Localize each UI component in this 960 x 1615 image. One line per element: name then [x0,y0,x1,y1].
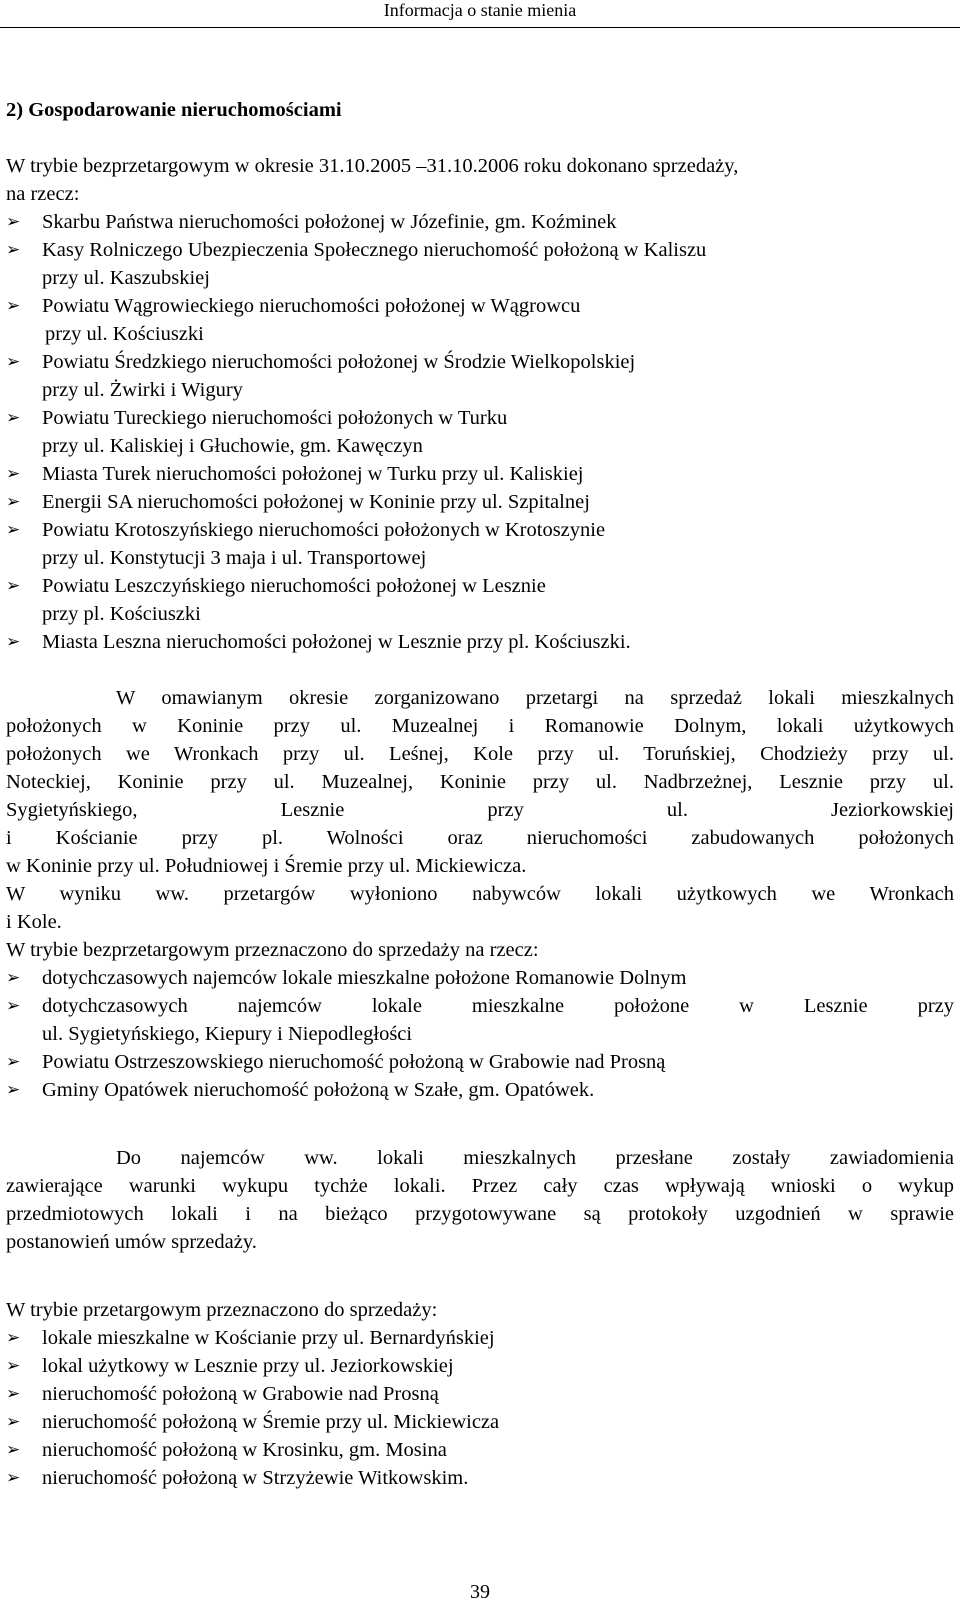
list-item-continuation: przy pl. Kościuszki [42,603,201,625]
list-item: ➢ Kasy Rolniczego Ubezpieczenia Społecznego nieruchomość położoną w Kaliszu [6,236,954,264]
list-item: ➢ Powiatu Krotoszyńskiego nieruchomości położonych w Krotoszynie [6,516,954,544]
paragraph-line: Noteckiej, Koninie przy ul. Muzealnej, Koninie przy ul. Nadbrzeżnej, Lesznie przy ul. [6,771,954,793]
intro-line: W trybie bezprzetargowym w okresie 31.10.2005 –31.10.2006 roku dokonano sprzedaży, [6,155,739,177]
list-item-continuation: przy ul. Kaliskiej i Głuchowie, gm. Kawęczyn [42,435,423,457]
tender-list [6,1324,954,1492]
paragraph-line: Do najemców ww. lokali mieszkalnych przesłane zostały zawiadomienia [116,1147,954,1169]
arrow-bullet-icon: ➢ [6,520,21,540]
section-heading: 2) Gospodarowanie nieruchomościami [6,99,342,121]
paragraph-result [6,880,954,936]
list-item: ➢ nieruchomość położoną w Grabowie nad Prosną [6,1380,954,1408]
list-item: ➢ Powiatu Ostrzeszowskiego nieruchomość położoną w Grabowie nad Prosną [6,1048,954,1076]
arrow-bullet-icon: ➢ [6,996,21,1016]
arrow-bullet-icon: ➢ [6,408,21,428]
paragraph-line: w Koninie przy ul. Południowej i Śremie przy ul. Mickiewicza. [6,855,527,877]
list-item: ➢ Powiatu Wągrowieckiego nieruchomości położonej w Wągrowcu [6,292,954,320]
paragraph-tenants [6,1144,954,1256]
arrow-bullet-icon: ➢ [6,632,21,652]
arrow-bullet-icon: ➢ [6,1384,21,1404]
arrow-bullet-icon: ➢ [6,212,21,232]
intro-line: na rzecz: [6,183,80,205]
arrow-bullet-icon: ➢ [6,968,21,988]
list-item-continuation: przy ul. Konstytucji 3 maja i ul. Transportowej [42,547,427,569]
document-body [6,96,954,1492]
list-item: ➢ nieruchomość położoną w Śremie przy ul. Mickiewicza [6,1408,954,1436]
list-item: ➢ nieruchomość położoną w Strzyżewie Witkowskim. [6,1464,954,1492]
sales-list [6,208,954,656]
intro-line: W trybie przetargowym przeznaczono do sprzedaży: [6,1299,438,1321]
arrow-bullet-icon: ➢ [6,1412,21,1432]
page-number: 39 [470,1581,490,1603]
list-item: ➢ Energii SA nieruchomości położonej w Koninie przy ul. Szpitalnej [6,488,954,516]
paragraph-line: zawierające warunki wykupu tychże lokali. Przez cały czas wpływają wnioski o wykup [6,1175,954,1197]
arrow-bullet-icon: ➢ [6,352,21,372]
list-item: ➢ Powiatu Tureckiego nieruchomości położonych w Turku [6,404,954,432]
list-item-continuation: przy ul. Żwirki i Wigury [42,379,243,401]
paragraph-line: postanowień umów sprzedaży. [6,1231,257,1253]
list-item-continuation: ul. Sygietyńskiego, Kiepury i Niepodległości [42,1023,413,1045]
list-item: ➢ dotychczasowych najemców lokale mieszkalne położone w Lesznie przy [6,992,954,1020]
arrow-bullet-icon: ➢ [6,296,21,316]
arrow-bullet-icon: ➢ [6,1080,21,1100]
intro-line: W trybie bezprzetargowym przeznaczono do sprzedaży na rzecz: [6,939,539,961]
non-tender-list [6,964,954,1104]
list-item: ➢ nieruchomość położoną w Krosinku, gm. Mosina [6,1436,954,1464]
paragraph-line: Sygietyńskiego, Lesznie przy ul. Jeziorkowskiej [6,799,954,821]
list-item-continuation: przy ul. Kaszubskiej [42,267,210,289]
arrow-bullet-icon: ➢ [6,240,21,260]
list-item: ➢ lokale mieszkalne w Kościanie przy ul. Bernardyńskiej [6,1324,954,1352]
paragraph-line: W wyniku ww. przetargów wyłoniono nabywców lokali użytkowych we Wronkach [6,883,954,905]
arrow-bullet-icon: ➢ [6,492,21,512]
list-item: ➢ lokal użytkowy w Lesznie przy ul. Jeziorkowskiej [6,1352,954,1380]
arrow-bullet-icon: ➢ [6,1328,21,1348]
arrow-bullet-icon: ➢ [6,1440,21,1460]
paragraph-line: przedmiotowych lokali i na bieżąco przygotowywane są protokoły uzgodnień w sprawie [6,1203,954,1225]
paragraph-line: i Kościanie przy pl. Wolności oraz nieruchomości zabudowanych położonych [6,827,954,849]
paragraph-line: położonych we Wronkach przy ul. Leśnej, Kole przy ul. Toruńskiej, Chodzieży przy ul. [6,743,954,765]
paragraph-line: położonych w Koninie przy ul. Muzealnej i Romanowie Dolnym, lokali użytkowych [6,715,954,737]
arrow-bullet-icon: ➢ [6,576,21,596]
arrow-bullet-icon: ➢ [6,1468,21,1488]
list-item: ➢ Gminy Opatówek nieruchomość położoną w Szałe, gm. Opatówek. [6,1076,954,1104]
list-item: ➢ dotychczasowych najemców lokale mieszkalne położone Romanowie Dolnym [6,964,954,992]
running-header: Informacja o stanie mienia [383,0,577,20]
paragraph-tenders [6,684,954,880]
list-item: ➢ Powiatu Średzkiego nieruchomości położonej w Środzie Wielkopolskiej [6,348,954,376]
arrow-bullet-icon: ➢ [6,1052,21,1072]
header-rule [0,27,960,28]
list-item: ➢ Miasta Leszna nieruchomości położonej w Lesznie przy pl. Kościuszki. [6,628,954,656]
list-item: ➢ Powiatu Leszczyńskiego nieruchomości położonej w Lesznie [6,572,954,600]
paragraph-line: W omawianym okresie zorganizowano przetargi na sprzedaż lokali mieszkalnych [116,687,954,709]
arrow-bullet-icon: ➢ [6,1356,21,1376]
paragraph-line: i Kole. [6,911,62,933]
arrow-bullet-icon: ➢ [6,464,21,484]
list-item-continuation: przy ul. Kościuszki [45,323,204,345]
list-item: ➢ Miasta Turek nieruchomości położonej w Turku przy ul. Kaliskiej [6,460,954,488]
list-item: ➢ Skarbu Państwa nieruchomości położonej w Józefinie, gm. Koźminek [6,208,954,236]
